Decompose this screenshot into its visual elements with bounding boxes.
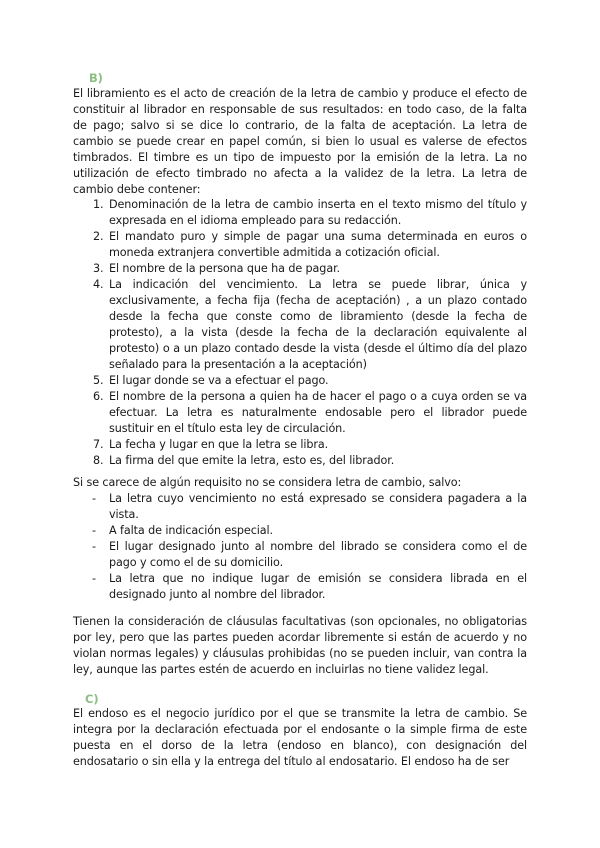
list-item-text: La indicación del vencimiento. La letra se puede librar, única y exclusivamente, a fecha fija (fecha de aceptación) , a un plazo contado desde la fecha que conste como de libramiento (desde la fecha de protesto), a la vista (desde la fecha de la declaración equivalente al protesto) o a un plazo contado desde la vista (desde el último día del plazo señalado para la presentación a la aceptación) — [109, 278, 527, 371]
list-item — [73, 571, 527, 603]
list-item — [73, 539, 527, 571]
list-item — [73, 229, 527, 261]
list-item — [73, 491, 527, 523]
list-dash: - — [92, 572, 96, 585]
list-number: 3. — [93, 262, 104, 275]
list-number: 8. — [93, 454, 104, 467]
list-number: 2. — [93, 230, 104, 243]
list-dash: - — [92, 540, 96, 553]
list-item — [73, 523, 527, 539]
list-item-text: El lugar donde se va a efectuar el pago. — [109, 374, 329, 387]
requirements-list — [73, 197, 527, 469]
list-item-text: El nombre de la persona que ha de pagar. — [109, 262, 340, 275]
list-item — [73, 261, 527, 277]
list-dash: - — [92, 524, 96, 537]
list-item — [73, 277, 527, 373]
list-item — [73, 197, 527, 229]
list-number: 4. — [93, 278, 104, 291]
clauses-paragraph: Tienen la consideración de cláusulas facultativas (son opcionales, no obligatorias por ley, pero que las partes pueden acordar libremente si están de acuerdo y no violan normas legales) y cláusulas prohibidas (no se pueden incluir, van contra la ley, aunque las partes estén de acuerdo en incluirlas no tiene validez legal. — [73, 615, 527, 676]
section-c-heading: C) — [85, 692, 99, 706]
list-number: 6. — [93, 390, 104, 403]
list-item — [73, 453, 527, 469]
list-number: 5. — [93, 374, 104, 387]
list-item-text: La firma del que emite la letra, esto es, del librador. — [109, 454, 395, 467]
list-item-text: El nombre de la persona a quien ha de hacer el pago o a cuya orden se va efectuar. La letra es naturalmente endosable pero el librador puede sustituir en el título esta ley de circulación. — [109, 390, 527, 435]
list-number: 1. — [93, 198, 104, 211]
section-c-paragraph: El endoso es el negocio jurídico por el que se transmite la letra de cambio. Se integra por la declaración efectuada por el endosante o la simple firma de este puesta en el dorso de la letra (endoso en blanco), con designación del endosatario o sin ella y la entrega del título al endosatario. El endoso ha de ser — [73, 707, 527, 768]
list-item-text: El mandato puro y simple de pagar una suma determinada en euros o moneda extranjera convertible admitida a cotización oficial. — [109, 230, 527, 259]
list-item-text: El lugar designado junto al nombre del librado se considera como el de pago y como el de su domicilio. — [109, 540, 527, 569]
list-number: 7. — [93, 438, 104, 451]
list-item-text: La fecha y lugar en que la letra se libra. — [109, 438, 329, 451]
section-b-heading: B) — [89, 71, 103, 85]
list-item-text: A falta de indicación especial. — [109, 524, 273, 537]
list-dash: - — [92, 492, 96, 505]
list-item-text: La letra que no indique lugar de emisión se considera librada en el designado junto al nombre del librador. — [109, 572, 527, 601]
exceptions-intro: Si se carece de algún requisito no se considera letra de cambio, salvo: — [73, 476, 462, 489]
list-item — [73, 437, 527, 453]
list-item-text: La letra cuyo vencimiento no está expresado se considera pagadera a la vista. — [109, 492, 527, 521]
list-item-text: Denominación de la letra de cambio inserta en el texto mismo del título y expresada en el idioma empleado para su redacción. — [109, 198, 527, 227]
list-item — [73, 373, 527, 389]
exceptions-list — [73, 491, 527, 603]
list-item — [73, 389, 527, 437]
section-b-intro: El libramiento es el acto de creación de la letra de cambio y produce el efecto de constituir al librador en responsable de sus resultados: en todo caso, de la falta de pago; salvo si se dice lo contrario, de la falta de aceptación. La letra de cambio se puede crear en papel común, si bien lo usual es valerse de efectos timbrados. El timbre es un tipo de impuesto por la emisión de la letra. La no utilización de efecto timbrado no afecta a la validez de la letra. La letra de cambio debe contener: — [73, 87, 527, 196]
